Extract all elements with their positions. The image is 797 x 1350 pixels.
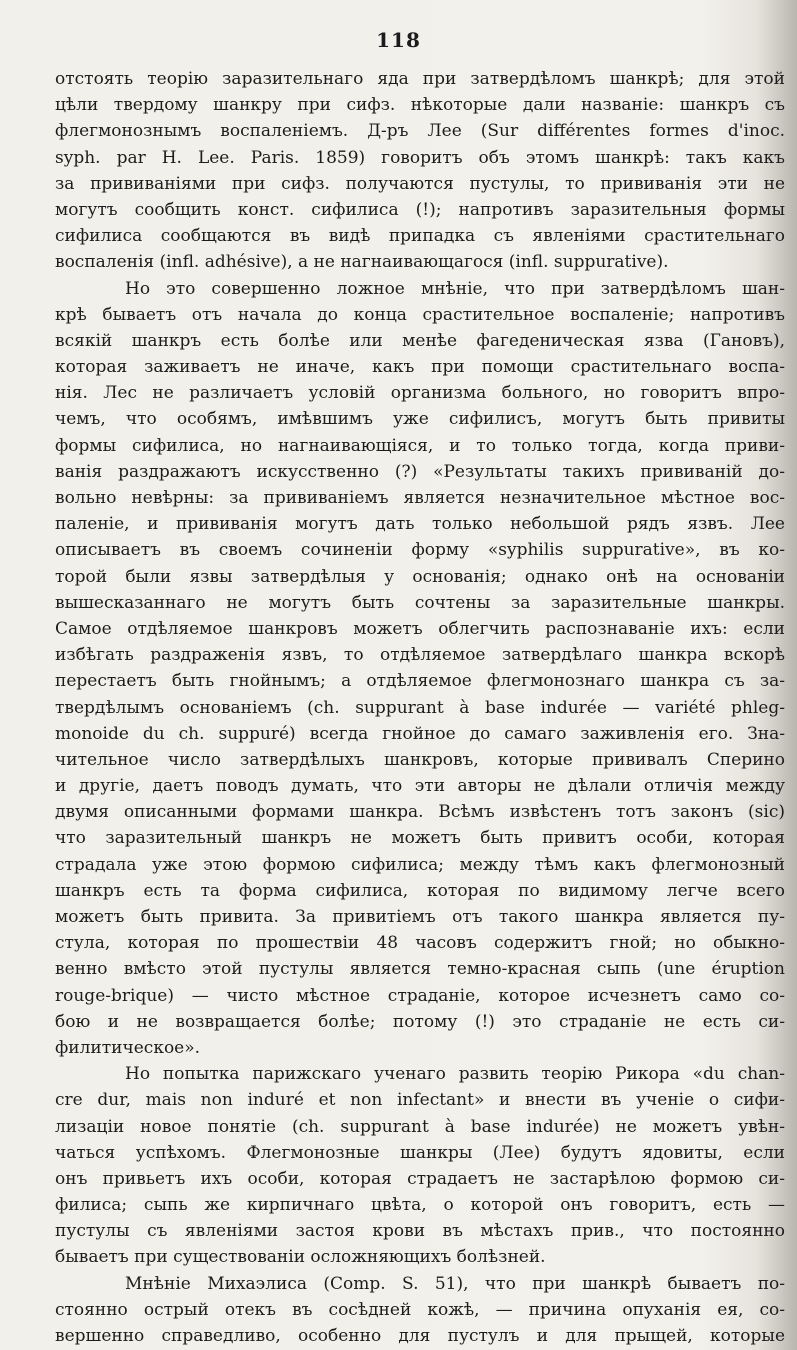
- text-line: формы сифилиса, но нагнаивающіяся, и то только тогда, когда приви-: [55, 435, 785, 456]
- body-text: [55, 66, 785, 1349]
- text-line: флегмонознымъ воспаленіемъ. Д-ръ Лее (Sur différentes formes d'inoc.: [55, 121, 785, 142]
- text-line: и другіе, даетъ поводъ думать, что эти авторы не дѣлали отличія между: [55, 776, 785, 797]
- text-line: лизаціи новое понятіе (ch. suppurant à base indurée) не можетъ увѣн-: [55, 1116, 785, 1137]
- text-line: онъ привьетъ ихъ особи, которая страдаетъ не застарѣлою формою си-: [55, 1168, 785, 1189]
- text-line: перестаетъ быть гнойнымъ; а отдѣляемое флегмонознаго шанкра съ за-: [55, 671, 785, 692]
- text-line: отстоять теорію заразительнаго яда при затвердѣломъ шанкрѣ; для этой: [55, 69, 785, 89]
- text-line: Но попытка парижскаго ученаго развить теорію Рикора «du chan-: [125, 1064, 785, 1085]
- text-line: вершенно справедливо, особенно для пустулъ и для прыщей, которые: [55, 1326, 785, 1346]
- text-line: Мнѣніе Михаэлиса (Comp. S. 51), что при шанкрѣ бываетъ по-: [125, 1273, 785, 1294]
- text-line: паленіе, и прививанія могутъ дать только небольшой рядъ язвъ. Лее: [55, 514, 785, 535]
- text-line: ванія раздражаютъ искусственно (?) «Результаты такихъ прививаній до-: [55, 461, 785, 482]
- text-line: чаться успѣхомъ. Флегмонозные шанкры (Лее) будутъ ядовиты, если: [55, 1142, 785, 1163]
- text-line: описываетъ въ своемъ сочиненіи форму «syphilis suppurative», въ ко-: [55, 540, 785, 561]
- text-line: воспаленія (infl. adhésive), а не нагнаивающагося (infl. suppurative).: [55, 252, 669, 273]
- text-line: венно вмѣсто этой пустулы является темно-красная сыпь (une éruption: [55, 959, 785, 980]
- text-line: цѣли твердому шанкру при сифз. нѣкоторые дали названіе: шанкръ съ: [55, 95, 785, 116]
- text-line: чемъ, что особямъ, имѣвшимъ уже сифилисъ, могутъ быть привиты: [55, 409, 785, 430]
- text-line: могутъ сообщить конст. сифилиса (!); напротивъ заразительныя формы: [55, 199, 785, 220]
- text-line: торой были язвы затвердѣлыя у основанія; однако онѣ на основаніи: [55, 566, 785, 587]
- text-line: можетъ быть привита. За привитіемъ отъ такого шанкра является пу-: [55, 907, 785, 927]
- text-line: вольно невѣрны: за прививаніемъ является незначительное мѣстное вос-: [55, 488, 785, 508]
- text-line: страдала уже этою формою сифилиса; между тѣмъ какъ флегмонозный: [55, 854, 785, 875]
- text-line: за прививаніями при сифз. получаются пустулы, то прививанія эти не: [55, 173, 785, 194]
- page-number: 118: [376, 28, 421, 52]
- text-line: cre dur, mais non induré et non infectant» и внести въ ученіе о сифи-: [55, 1090, 785, 1111]
- text-line: syph. par H. Lee. Paris. 1859) говоритъ объ этомъ шанкрѣ: такъ какъ: [55, 147, 785, 168]
- text-line: бываетъ при существованіи осложняющихъ болѣзней.: [55, 1247, 546, 1268]
- text-line: сифилиса сообщаются въ видѣ припадка съ явленіями срастительнаго: [55, 226, 785, 247]
- text-line: двумя описанными формами шанкра. Всѣмъ извѣстенъ тотъ законъ (sic): [55, 802, 785, 823]
- text-line: твердѣлымъ основаніемъ (ch. suppurant à base indurée — variété phleg-: [55, 697, 785, 718]
- text-line: вышесказаннаго не могутъ быть сочтены за заразительные шанкры.: [55, 592, 785, 613]
- text-line: стула, которая по прошествіи 48 часовъ содержитъ гной; но обыкно-: [55, 933, 785, 954]
- text-line: Самое отдѣляемое шанкровъ можетъ облегчить распознаваніе ихъ: если: [55, 618, 785, 639]
- text-line: филитическое».: [55, 1037, 201, 1058]
- text-line: monoide du ch. suppuré) всегда гнойное до самаго заживленія его. Зна-: [55, 723, 785, 744]
- text-line: стоянно острый отекъ въ сосѣдней кожѣ, — причина опуханія ея, со-: [55, 1299, 785, 1320]
- text-line: избѣгать раздраженія язвъ, то отдѣляемое затвердѣлаго шанкра вскорѣ: [55, 645, 785, 666]
- text-line: которая заживаетъ не иначе, какъ при помощи срастительнаго воспа-: [55, 357, 785, 378]
- text-line: всякій шанкръ есть болѣе или менѣе фагеденическая язва (Гановъ),: [55, 330, 785, 351]
- text-line: крѣ бываетъ отъ начала до конца срастительное воспаленіе; напротивъ: [55, 304, 785, 325]
- text-line: пустулы съ явленіями застоя крови въ мѣстахъ прив., что постоянно: [55, 1221, 785, 1242]
- text-line: бою и не возвращается болѣе; потому (!) это страданіе не есть си-: [55, 1011, 785, 1032]
- text-line: что заразительный шанкръ не можетъ быть привитъ особи, которая: [55, 828, 785, 849]
- text-line: rouge-brique) — чисто мѣстное страданіе, которое исчезнетъ само со-: [55, 985, 785, 1006]
- text-line: нія. Лес не различаетъ условій организма больного, но говоритъ впро-: [55, 383, 785, 404]
- text-line: Но это совершенно ложное мнѣніе, что при затвердѣломъ шан-: [125, 278, 785, 299]
- text-line: филиса; сыпь же кирпичнаго цвѣта, о которой онъ говоритъ, есть —: [55, 1195, 785, 1216]
- text-line: чительное число затвердѣлыхъ шанкровъ, которые прививалъ Сперино: [55, 749, 785, 770]
- text-line: шанкръ есть та форма сифилиса, которая по видимому легче всего: [55, 880, 785, 901]
